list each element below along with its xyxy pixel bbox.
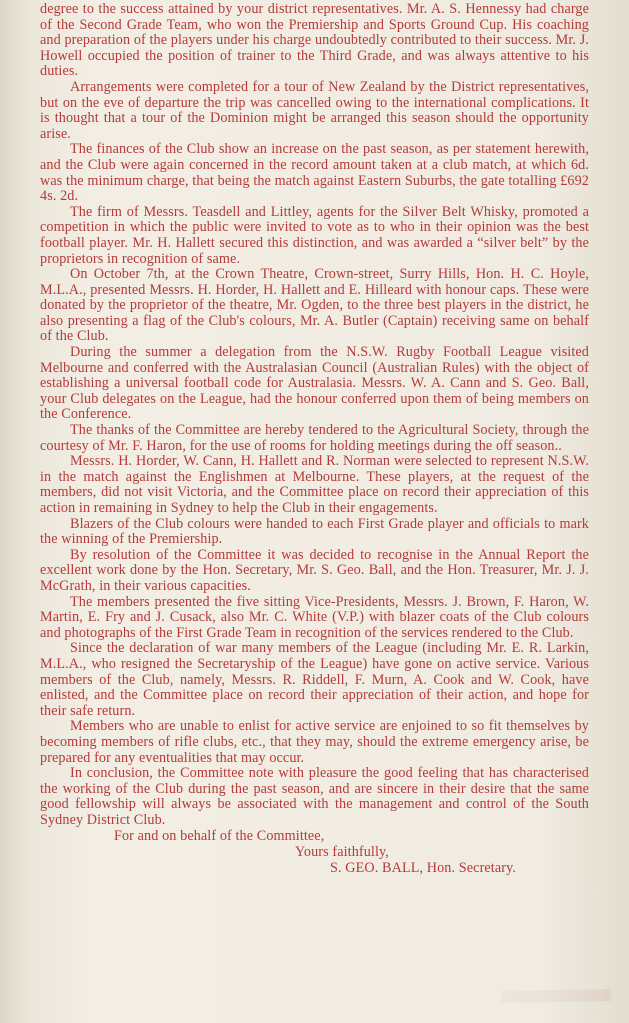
paragraph-representatives: degree to the success attained by your district representatives. Mr. A. S. Hennessy had charge of the Second Grade Team, who won the Premiership and Sports Ground Cup. His coaching and preparation of the players under his charge undoubtedly contributed to their success. Mr. J. Howell occupied the position of trainer to the Third Grade, and was always attentive to his duties. [40, 1, 589, 80]
report-text [40, 2, 589, 876]
paragraph-honour-caps: On October 7th, at the Crown Theatre, Crown-street, Surry Hills, Hon. H. C. Hoyle, M.L.A., presented Messrs. H. Horder, H. Hallett and E. Hilleard with honour caps. These were donated by the proprietor of the theatre, Mr. Ogden, to the three best players in the district, he also presenting a flag of the Club's colours, Mr. A. Butler (Captain) receiving same on behalf of the Club. [40, 266, 589, 345]
paragraph-melbourne-delegation: During the summer a delegation from the N.S.W. Rugby Football League visited Melbourne and conferred with the Australasian Council (Australian Rules) with the object of establishing a universal football code for Australasia. Messrs. W. A. Cann and S. Geo. Ball, your Club delegates on the League, had the honour conferred upon them of being members on the Conference. [40, 344, 589, 423]
paragraph-finances: The finances of the Club show an increase on the past season, as per statement herewith, and the Club were again concerned in the record amount taken at a club match, at which 6d. was the minimum charge, that being the match against Eastern Suburbs, the gate totalling £692 4s. 2d. [40, 141, 589, 205]
paragraph-conclusion: In conclusion, the Committee note with pleasure the good feeling that has characterised the working of the Club during the past season, and are sincere in their desire that the same good fellowship will always be associated with the management and control of the South Sydney District Club. [40, 765, 589, 828]
paragraph-new-zealand-tour: Arrangements were completed for a tour of New Zealand by the District representatives, but on the eve of departure the trip was cancelled owing to the international complications. It is thought that a tour of the Dominion might be arranged this season should the opportunity arise. [40, 78, 589, 142]
paragraph-silver-belt: The firm of Messrs. Teasdell and Littley, agents for the Silver Belt Whisky, promoted a competition in which the public were invited to vote as to who in their opinion was the best football player. Mr. H. Hallett secured this distinction, and was awarded a “silver belt” by the proprietors in recognition of same. [40, 203, 589, 267]
paragraph-resolution: By resolution of the Committee it was decided to recognise in the Annual Report the excellent work done by the Hon. Secretary, Mr. S. Geo. Ball, and the Hon. Treasurer, Mr. J. J. McGrath, in their various capacities. [40, 546, 589, 594]
closing-behalf: For and on behalf of the Committee, [114, 828, 325, 845]
paragraph-rifle-clubs: Members who are unable to enlist for active service are enjoined to so fit themselves by becoming members of rifle clubs, etc., that they may, should the extreme emergency arise, be prepared for any eventualities that may occur. [40, 718, 589, 766]
closing-faithfully: Yours faithfully, [295, 844, 389, 861]
paragraph-blazers: Blazers of the Club colours were handed to each First Grade player and officials to mark the winning of the Premiership. [40, 515, 589, 548]
paragraph-war-service: Since the declaration of war many members of the League (including Mr. E. R. Larkin, M.L.A., who resigned the Secretaryship of the League) have gone on active service. Various members of the Club, namely, Messrs. R. Riddell, F. Murn, A. Cook and W. Cook, have enlisted, and the Committee place on record their appreciation of their action, and hope for their safe return. [40, 640, 589, 719]
show-through-stain [501, 989, 611, 1003]
closing-block [40, 829, 589, 876]
paragraph-thanks: The thanks of the Committee are hereby tendered to the Agricultural Society, through the courtesy of Mr. F. Haron, for the use of rooms for holding meetings during the off season.. [40, 422, 589, 454]
paragraph-nsw-selection: Messrs. H. Horder, W. Cann, H. Hallett and R. Norman were selected to represent N.S.W. in the match against the Englishmen at Melbourne. These players, at the request of the members, did not visit Victoria, and the Committee place on record their appreciation of this action in remaining in Sydney to help the Club in their engagements. [40, 453, 589, 516]
paragraph-vice-presidents: The members presented the five sitting Vice-Presidents, Messrs. J. Brown, F. Haron, W. Martin, E. Fry and J. Cusack, also Mr. C. White (V.P.) with blazer coats of the Club colours and photographs of the First Grade Team in recognition of the services rendered to the Club. [40, 593, 589, 641]
signature: S. GEO. BALL, Hon. Secretary. [330, 859, 516, 876]
